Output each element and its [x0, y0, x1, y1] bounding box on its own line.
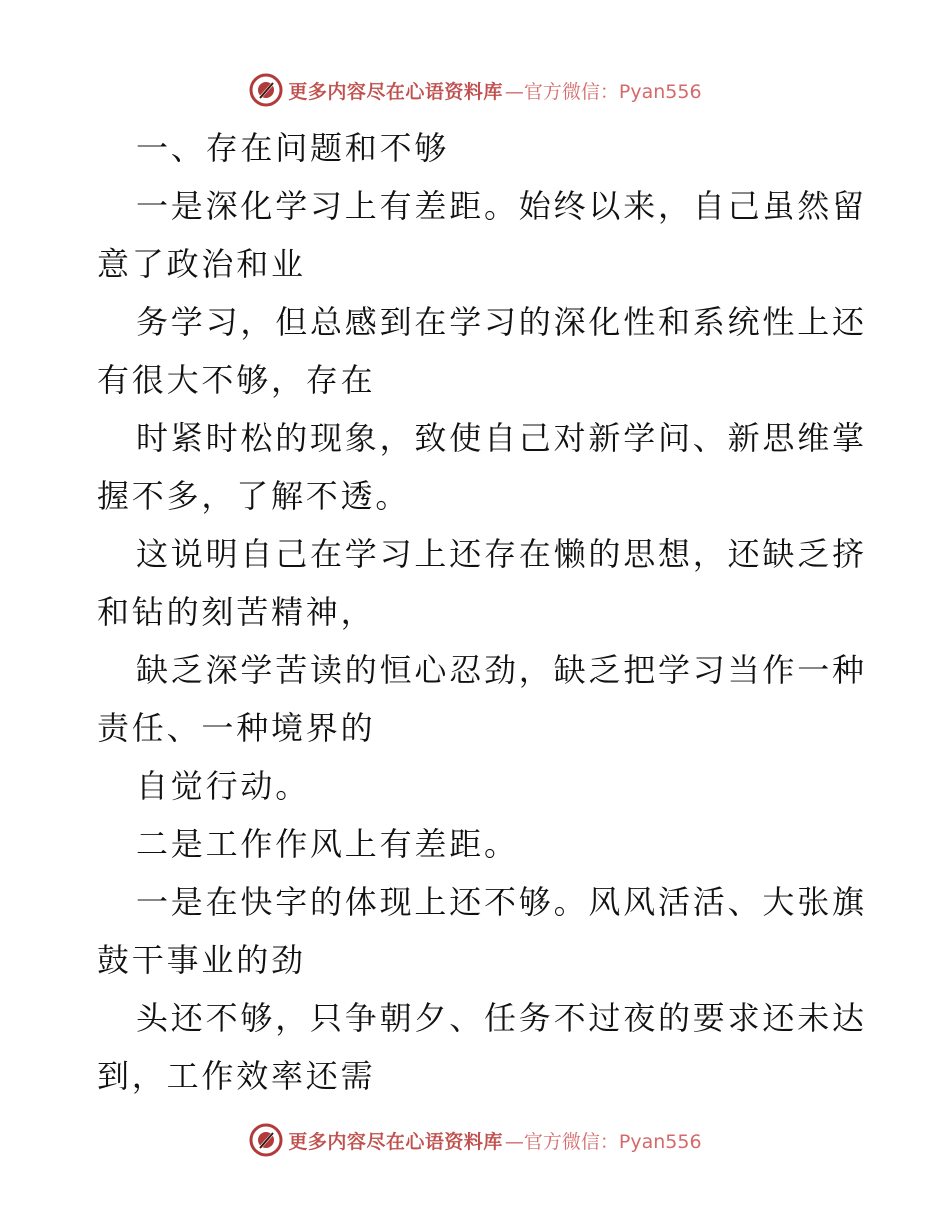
- text-line: 握不多，了解不透。: [97, 477, 411, 515]
- text-line: 时紧时松的现象，致使自己对新学问、新思维掌: [136, 419, 867, 457]
- header-banner-contact: —官方微信：Pyan556: [504, 80, 702, 103]
- brand-logo-icon: [248, 1122, 284, 1158]
- text-line: 一是在快字的体现上还不够。风风活活、大张旗: [136, 883, 867, 921]
- footer-banner-contact: —官方微信：Pyan556: [504, 1130, 702, 1153]
- text-line: 一、存在问题和不够: [136, 129, 450, 167]
- text-line: 自觉行动。: [136, 767, 311, 805]
- text-line: 鼓干事业的劲: [97, 941, 306, 979]
- header-banner-text: 更多内容尽在心语资料库: [288, 80, 503, 103]
- footer-banner-text: 更多内容尽在心语资料库: [288, 1130, 503, 1153]
- text-line: 缺乏深学苦读的恒心忍劲，缺乏把学习当作一种: [136, 651, 867, 689]
- text-line: 一是深化学习上有差距。始终以来，自己虽然留: [136, 187, 867, 225]
- text-line: 务学习，但总感到在学习的深化性和系统性上还: [136, 303, 867, 341]
- text-line: 责任、一种境界的: [97, 709, 376, 747]
- text-line: 意了政治和业: [97, 245, 306, 283]
- footer-banner: [0, 1120, 950, 1160]
- text-line: 到，工作效率还需: [97, 1057, 376, 1095]
- text-line: 这说明自己在学习上还存在懒的思想，还缺乏挤: [136, 535, 867, 573]
- text-line: 和钻的刻苦精神，: [97, 593, 376, 631]
- brand-logo-icon: [248, 72, 284, 108]
- text-line: 有很大不够，存在: [97, 361, 376, 399]
- document-body: [97, 119, 867, 1105]
- header-banner: [0, 70, 950, 110]
- text-line: 头还不够，只争朝夕、任务不过夜的要求还未达: [136, 999, 867, 1037]
- text-line: 二是工作作风上有差距。: [136, 825, 519, 863]
